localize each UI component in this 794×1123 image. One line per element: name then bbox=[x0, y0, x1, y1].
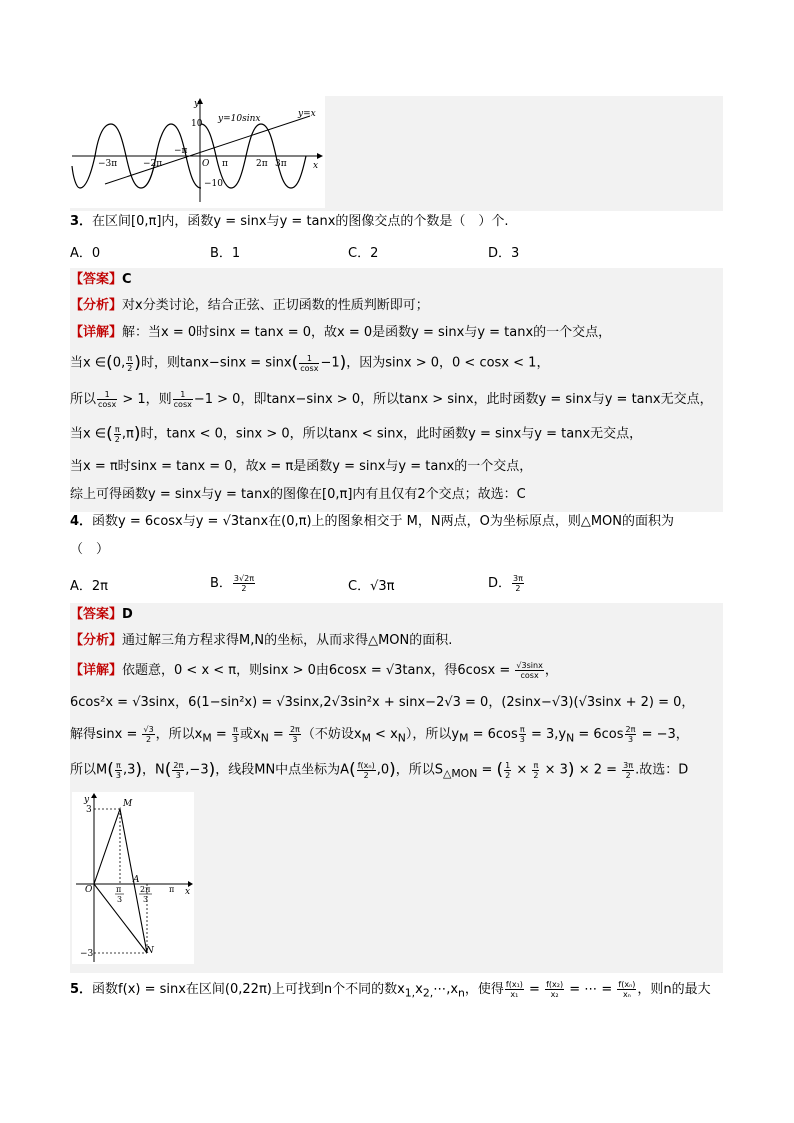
fig1-tick: 3π bbox=[275, 159, 287, 169]
fig2-ylabel: y bbox=[84, 795, 90, 805]
q4-options bbox=[70, 572, 723, 598]
q3-detail-text: 解：当x = 0时sinx = tanx = 0，故x = 0是函数y = sinx与y = tanx的一个交点， bbox=[122, 325, 612, 340]
fig1-ybottom: −10 bbox=[204, 179, 223, 189]
q4-paren: （ ） bbox=[70, 542, 110, 557]
q3-d3-text: > 1，则 bbox=[118, 392, 172, 407]
fraction: $\frac{\pi}{2}$ bbox=[127, 353, 133, 373]
q3-number: 3． bbox=[70, 214, 93, 229]
q3-detail-3 bbox=[70, 390, 713, 410]
q3-answer-value: C bbox=[122, 272, 132, 287]
q4-option-a: A．2π bbox=[70, 579, 108, 594]
fig2-xlabel: x bbox=[185, 887, 191, 897]
sine-line-graph bbox=[70, 96, 325, 208]
q4-detail-3: 解得sinx = $\frac{√3}{2}$ ，所以$x_M$ = $\frac{\pi}{3}$ 或$x_N$ = $\frac{2\pi}{3}$ （不妨设$x_M < x_N$），所以$y_M = 6\cos$ $\frac{\pi}{3}$ = $3,y_N = 6\cos$ $\frac{2\pi}{3}$ = −3， bbox=[70, 725, 689, 745]
q3-d4-text: 时，tanx < 0，sinx > 0，所以tanx < sinx，此时函数y = sinx与y = tanx无交点， bbox=[140, 426, 643, 442]
q4-answer bbox=[70, 605, 133, 625]
q3-detail-2: 当x ∈(0, $\frac{\pi}{2}$ )时，则tanx−sinx = sinx( $\frac{1}{\cos x}$ −1)，因为sinx > 0，0 < cosx < 1， bbox=[70, 353, 550, 373]
fig2-point-m: M bbox=[123, 799, 133, 809]
fig1-ytop: 10 bbox=[191, 119, 203, 129]
q4-detail-2 bbox=[70, 693, 694, 713]
q3-option-c: C．2 bbox=[348, 246, 379, 261]
q4-stem bbox=[70, 512, 674, 532]
analysis-tag: 【分析】 bbox=[70, 633, 123, 648]
fraction: $\frac{\pi}{2}$ bbox=[114, 424, 120, 444]
q4-option-c: C．√3π bbox=[348, 579, 395, 594]
fraction: $\frac{1}{\cos x}$ bbox=[300, 353, 319, 373]
q4-d1-text: 依题意，0 < x < π，则sinx > 0由6cosx = √3tanx，得6cosx = bbox=[122, 663, 515, 678]
answer-tag: 【答案】 bbox=[70, 607, 123, 622]
q3-option-a: A．0 bbox=[70, 246, 101, 261]
answer-tag: 【答案】 bbox=[70, 272, 123, 287]
q3-d2-text: 时，则tanx−sinx = sinx bbox=[140, 355, 292, 371]
fraction: $\frac{√3\sin x}{\cos x}$ bbox=[516, 661, 543, 680]
q3-d4-text: ,π bbox=[121, 426, 134, 442]
fraction: $\frac{1}{\cos x}$ bbox=[173, 390, 192, 409]
fig1-tick: 2π bbox=[256, 159, 268, 169]
q3-d3-text: 所以 bbox=[70, 392, 97, 407]
fig1-tick: −π bbox=[174, 146, 188, 156]
q3-d4-text: 当x ∈ bbox=[70, 426, 107, 442]
q3-d5-text: 当x = π时sinx = tanx = 0，故x = π是函数y = sinx与y = tanx的一个交点， bbox=[70, 459, 533, 474]
triangle-mon-graph bbox=[72, 792, 194, 964]
q4-option-d: D． $\frac{3\pi}{2}$ bbox=[488, 574, 523, 593]
fig1-curve-label: y=10sinx bbox=[218, 114, 261, 124]
q4-text: 函数y = 6cosx与y = √3tanx在(0,π)上的图象相交于 M，N两点，O为坐标原点，则△MON的面积为 bbox=[92, 514, 674, 529]
fig2-point-n: N bbox=[146, 946, 154, 956]
fig1-tick: −3π bbox=[98, 159, 118, 169]
fig1-origin: O bbox=[202, 159, 210, 169]
q4-analysis-text: 通过解三角方程求得M,N的坐标，从而求得△MON的面积. bbox=[122, 633, 453, 648]
q3-detail-6 bbox=[70, 485, 526, 505]
fig2-yn3: −3 bbox=[80, 949, 94, 959]
q4-analysis bbox=[70, 631, 452, 651]
fraction: $\frac{1}{\cos x}$ bbox=[98, 390, 117, 409]
q5-stem: 5．函数f(x) = sinx在区间(0,22π)上可找到n个不同的数$x_{1,}x_{2,}\cdots,x_n$，使得 $\frac{\text{f(x₁)}}{\text{x₁}}$ = $\frac{\text{f(x₂)}}{\text{x₂}}$ = ⋯ = $\frac{\text{f(xₙ)}}{\text{xₙ}}$ ，则n的最大 bbox=[70, 980, 711, 1000]
fig2-tick3: π bbox=[169, 885, 175, 894]
fig1-ylabel: y bbox=[194, 99, 200, 109]
q3-d2-text: ，因为sinx > 0，0 < cosx < 1， bbox=[346, 355, 550, 371]
q3-d6-text: 综上可得函数y = sinx与y = tanx的图像在[0,π]内有且仅有2个交点；故选：C bbox=[70, 487, 526, 502]
q3-answer bbox=[70, 270, 132, 290]
fig2-origin: O bbox=[85, 885, 93, 895]
fig2-tick1-d: 3 bbox=[117, 895, 123, 904]
detail-tag: 【详解】 bbox=[70, 663, 123, 678]
q4-option-b: B． $\frac{3√2\pi}{2}$ bbox=[210, 574, 255, 593]
q4-detail-4: 所以M( $\frac{\pi}{3}$ ,3)，N( $\frac{2\pi}{3}$ ,−3)，线段MN中点坐标为A( $\frac{\text{f(xₙ)}}{2}$ ,0)，所以$S_{\triangle MON}$ = ( $\frac{1}{2}$ × $\frac{\pi}{2}$ × 3) × 2 = $\frac{3\pi}{2}$ .故选：D bbox=[70, 760, 689, 781]
q4-d1-text: ， bbox=[544, 663, 558, 678]
fig1-tick: π bbox=[222, 159, 228, 169]
fig1-line-label: y=x bbox=[298, 109, 316, 119]
fig2-point-a: A bbox=[133, 875, 140, 885]
q3-analysis-text: 对x分类讨论，结合正弦、正切函数的性质判断即可； bbox=[122, 298, 429, 313]
q4-d3-text: ，所以x bbox=[155, 727, 203, 742]
detail-tag: 【详解】 bbox=[70, 325, 123, 340]
q3-stem bbox=[70, 212, 509, 232]
q3-options bbox=[70, 242, 723, 262]
fig2-y3: 3 bbox=[86, 805, 92, 815]
q4-d3-text: 解得sinx = bbox=[70, 727, 142, 742]
q3-analysis bbox=[70, 296, 429, 316]
fig2-tick1-n: π bbox=[116, 885, 122, 894]
fig1-tick: −2π bbox=[143, 159, 163, 169]
q3-option-b: B．1 bbox=[210, 246, 241, 261]
q3-d2-text: 当x ∈ bbox=[70, 355, 107, 371]
q3-option-d: D．3 bbox=[488, 246, 520, 261]
q3-detail-5 bbox=[70, 457, 532, 477]
fig2-tick2-n: 2π bbox=[140, 885, 151, 894]
q3-detail-4: 当x ∈( $\frac{\pi}{2}$ ,π)时，tanx < 0，sinx > 0，所以tanx < sinx，此时函数y = sinx与y = tanx无交点， bbox=[70, 424, 643, 444]
fig1-xlabel: x bbox=[313, 161, 319, 171]
q4-d2-text: 6cos²x = √3sinx，6(1−sin²x) = √3sinx,2√3sin²x + sinx−2√3 = 0，(2sinx−√3)(√3sinx + 2) = 0， bbox=[70, 695, 695, 710]
q3-detail-1 bbox=[70, 323, 611, 343]
q4-detail-1 bbox=[70, 661, 558, 681]
q3-text: 在区间[0,π]内，函数y = sinx与y = tanx的图像交点的个数是（ ）个. bbox=[92, 214, 509, 229]
q3-d3-text: −1 > 0，即tanx−sinx > 0，所以tanx > sinx，此时函数y = sinx与y = tanx无交点， bbox=[193, 392, 713, 407]
analysis-tag: 【分析】 bbox=[70, 298, 123, 313]
q4-answer-value: D bbox=[122, 607, 133, 622]
fig2-tick2-d: 3 bbox=[143, 895, 149, 904]
q3-d2-text: −1 bbox=[320, 355, 340, 371]
q4-number: 4． bbox=[70, 514, 93, 529]
q5-number: 5． bbox=[70, 982, 93, 997]
